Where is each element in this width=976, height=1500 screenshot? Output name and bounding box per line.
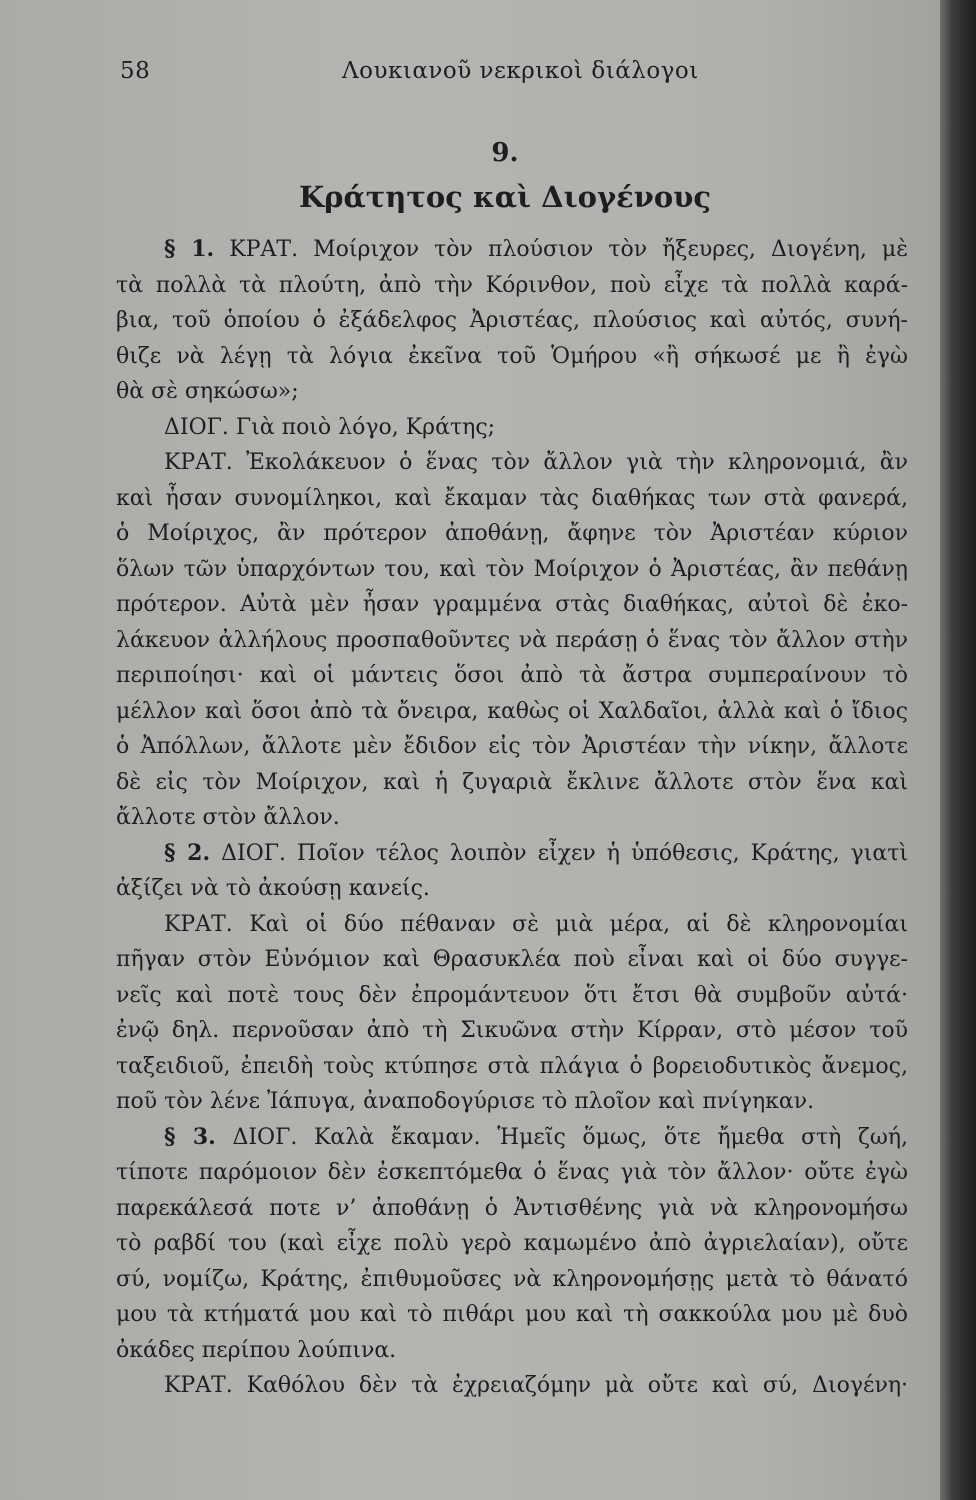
text-line: ταξειδιοῦ, ἐπειδὴ τοὺς κτύπησε στὰ πλάγια ὁ βορειοδυτικὸς ἄνεμος,: [116, 1053, 908, 1079]
text-line: ἄλλοτε στὸν ἄλλον.: [116, 805, 340, 830]
line-content: ΔΙΟΓ. Καλὰ ἔκαμαν. Ἡμεῖς ὅμως, ὅτε ἤμεθα στὴ ζωή,: [232, 1124, 908, 1150]
text-line: ὀκάδες περίπου λούπινα.: [116, 1337, 397, 1363]
text-line: [116, 836, 908, 872]
running-title: Λουκιανοῦ νεκρικοὶ διάλογοι: [342, 58, 699, 84]
text-line: μέλλον καὶ ὅσοι ἀπὸ τὰ ὄνειρα, καθὼς οἱ Χαλδαῖοι, ἀλλὰ καὶ ὁ ἴδιος: [116, 698, 908, 724]
page-edge-shadow: [940, 0, 976, 1500]
section-marker: § 2.: [164, 839, 211, 866]
text-line: ΚΡΑΤ. Καθόλου δὲν τὰ ἐχρειαζόμην μὰ οὔτε καὶ σύ, Διογένη·: [164, 1373, 908, 1398]
section-marker: § 3.: [164, 1123, 216, 1150]
page-header: [120, 58, 910, 98]
page-number: 58: [120, 58, 151, 84]
text-line: βια, τοῦ ὁποίου ὁ ἐξάδελφος Ἀριστέας, πλούσιος καὶ αὐτός, συνή-: [116, 308, 908, 333]
text-line: δὲ εἰς τὸν Μοίριχον, καὶ ἡ ζυγαριὰ ἔκλινε ἄλλοτε στὸν ἕνα καὶ: [116, 769, 908, 795]
text-line: ὁ Ἀπόλλων, ἄλλοτε μὲν ἔδιδον εἰς τὸν Ἀριστέαν τὴν νίκην, ἄλλοτε: [116, 734, 908, 759]
text-line: ὅλων τῶν ὑπαρχόντων του, καὶ τὸν Μοίριχον ὁ Ἀριστέας, ἂν πεθάνῃ: [116, 556, 908, 582]
text-line: πρότερον. Αὐτὰ μὲν ἦσαν γραμμένα στὰς διαθήκας, αὐτοὶ δὲ ἐκο-: [116, 592, 908, 617]
text-line: τὸ ραβδί του (καὶ εἶχε πολὺ γερὸ καμωμένο ἀπὸ ἀγριελαίαν), οὔτε: [116, 1231, 908, 1256]
text-line: ΚΡΑΤ. Ἐκολάκευον ὁ ἕνας τὸν ἄλλον γιὰ τὴν κληρονομιά, ἂν: [164, 450, 908, 475]
dialogue-title: Κράτητος καὶ Διογένους: [298, 180, 712, 214]
text-line: σύ, νομίζω, Κράτης, ἐπιθυμοῦσες νὰ κληρονομήσῃς μετὰ τὸ θάνατό: [116, 1266, 908, 1292]
text-line: [116, 232, 908, 268]
dialogue-text: [116, 232, 908, 1404]
text-line: νεῖς καὶ ποτὲ τους δὲν ἐπρομάντευον ὅτι ἔτσι θὰ συμβοῦν αὐτά·: [116, 982, 908, 1008]
line-content: ΔΙΟΓ. Ποῖον τέλος λοιπὸν εἶχεν ἡ ὑπόθεσις, Κράτης, γιατὶ: [221, 840, 908, 866]
text-line: παρεκάλεσά ποτε ν’ ἀποθάνῃ ὁ Ἀντισθένης γιὰ νὰ κληρονομήσω: [116, 1195, 908, 1221]
text-line: ὁ Μοίριχος, ἂν πρότερον ἀποθάνῃ, ἄφηνε τὸν Ἀριστέαν κύριον: [116, 521, 908, 546]
text-line: ποῦ τὸν λένε Ἰάπυγα, ἀναποδογύρισε τὸ πλοῖον καὶ πνίγηκαν.: [116, 1089, 815, 1114]
text-line: ΚΡΑΤ. Καὶ οἱ δύο πέθαναν σὲ μιὰ μέρα, αἱ δὲ κληρονομίαι: [164, 911, 908, 937]
section-marker: § 1.: [164, 236, 215, 262]
line-content: ΚΡΑΤ. Μοίριχον τὸν πλούσιον τὸν ἤξευρες, Διογένη, μὲ: [229, 237, 909, 262]
text-line: [116, 1120, 908, 1156]
text-line: περιποίησι· καὶ οἱ μάντεις ὅσοι ἀπὸ τὰ ἄστρα συμπεραίνουν τὸ: [116, 663, 908, 688]
text-line: τὰ πολλὰ τὰ πλούτη, ἀπὸ τὴν Κόρινθον, ποὺ εἶχε τὰ πολλὰ καρά-: [116, 272, 908, 298]
text-line: τίποτε παρόμοιον δὲν ἐσκεπτόμεθα ὁ ἕνας γιὰ τὸν ἄλλον· οὔτε ἐγὼ: [116, 1160, 908, 1185]
text-line: ΔΙΟΓ. Γιὰ ποιὸ λόγο, Κράτης;: [164, 414, 496, 440]
dialogue-number: 9.: [491, 138, 519, 168]
text-line: πῆγαν στὸν Εὐνόμιον καὶ Θρασυκλέα ποὺ εἶναι καὶ οἱ δύο συγγε-: [116, 947, 908, 972]
text-line: μου τὰ κτήματά μου καὶ τὸ πιθάρι μου καὶ τὴ σακκούλα μου μὲ δυὸ: [116, 1302, 908, 1327]
text-line: καὶ ἦσαν συνομίληκοι, καὶ ἔκαμαν τὰς διαθήκας των στὰ φανερά,: [116, 485, 908, 511]
text-line: θὰ σὲ σηκώσω»;: [116, 379, 299, 404]
text-line: ἀξίζει νὰ τὸ ἀκούσῃ κανείς.: [116, 876, 430, 901]
text-line: λάκευον ἀλλήλους προσπαθοῦντες νὰ περάσῃ ὁ ἕνας τὸν ἄλλον στὴν: [116, 627, 908, 653]
text-line: ἐνῷ δηλ. περνοῦσαν ἀπὸ τὴ Σικυῶνα στὴν Κίρραν, στὸ μέσον τοῦ: [116, 1018, 908, 1043]
text-line: θιζε νὰ λέγῃ τὰ λόγια ἐκεῖνα τοῦ Ὁμήρου «ἢ σήκωσέ με ἢ ἐγὼ: [116, 343, 908, 369]
